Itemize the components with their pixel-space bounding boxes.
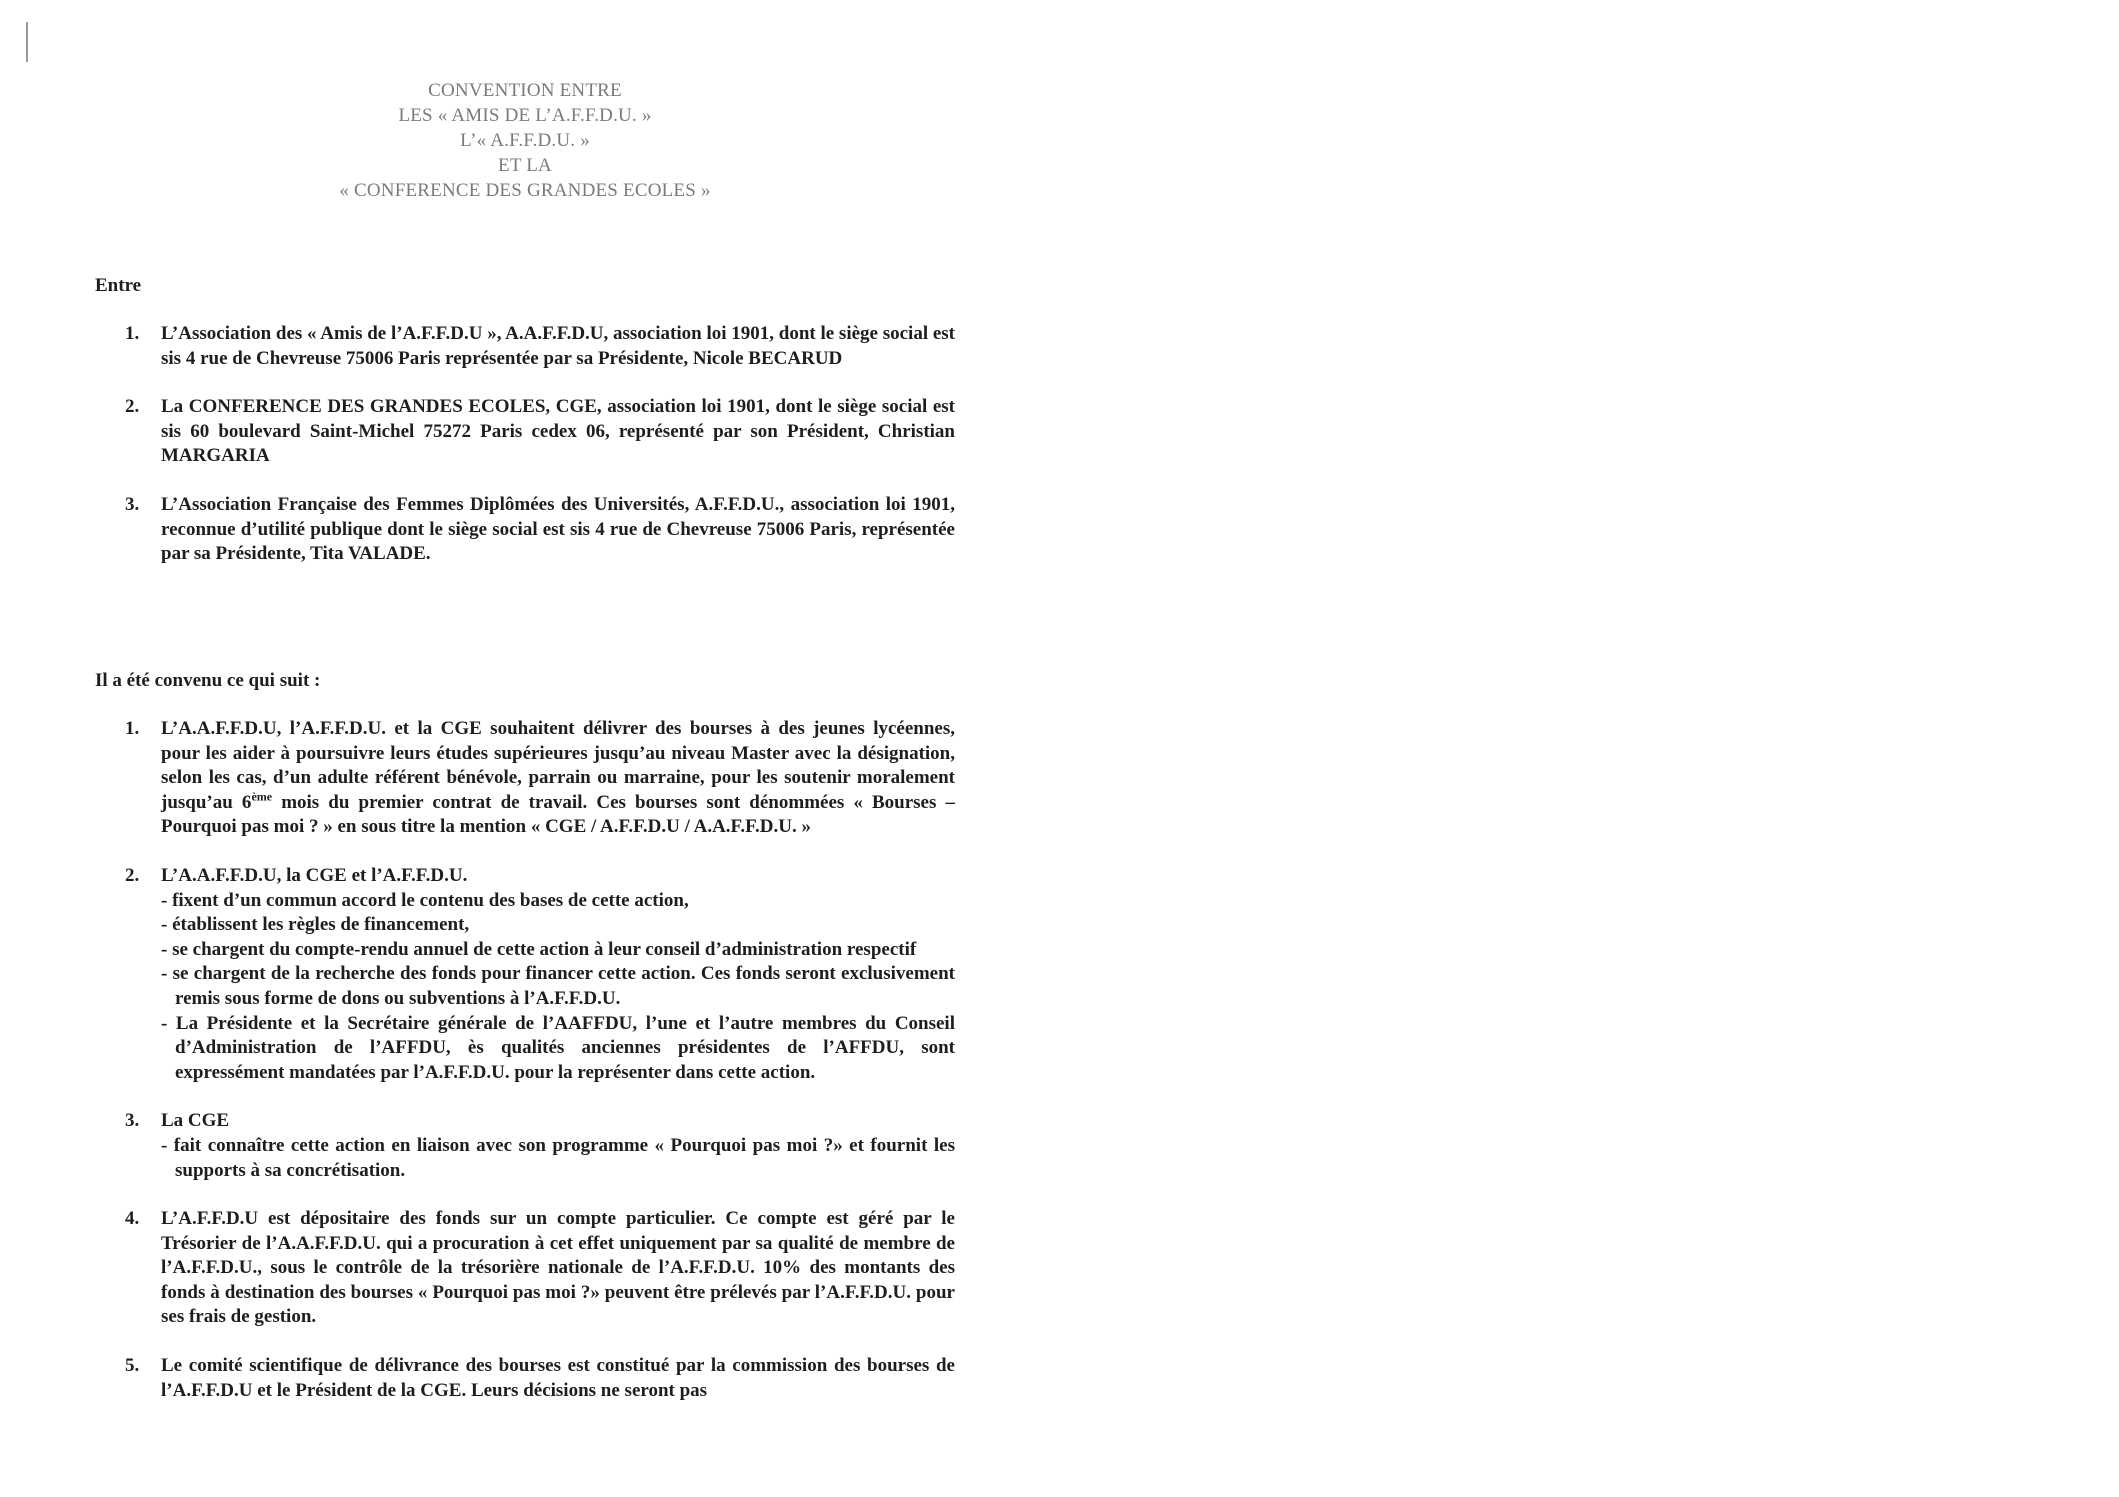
sub-item: - fixent d’un commun accord le contenu des bases de cette action, [161, 889, 689, 911]
list-item [125, 864, 955, 1085]
list-item [125, 1207, 955, 1330]
parties-list [125, 322, 955, 567]
scan-edge-mark [26, 22, 28, 62]
title-line-2: LES « AMIS DE L’A.F.F.D.U. » [398, 105, 652, 126]
item-number: 5. [125, 1355, 140, 1377]
item-number: 1. [125, 718, 140, 739]
list-item [125, 717, 955, 840]
list-item [125, 493, 955, 567]
clause-2-sublist [161, 889, 955, 1086]
clause-2-intro: L’A.A.F.F.D.U, la CGE et l’A.F.F.D.U. [161, 864, 468, 886]
entre-label: Entre [95, 275, 142, 296]
list-item [125, 1354, 955, 1403]
clause-1-text-a: L’A.A.F.F.D.U, l’A.F.F.D.U. et la CGE souhaitent délivrer des bourses à des jeunes lycéennes, pour les aider à poursuivre leurs études supérieures jusqu’au niveau Master avec la désignation, selon les cas, d’un adulte référent bénévole, parrain ou marraine, pour les soutenir moralement jusqu’au 6 [161, 718, 955, 813]
title-line-3: L’« A.F.F.D.U. » [460, 130, 590, 151]
document-page [0, 0, 1045, 1497]
list-item [125, 1109, 955, 1183]
clauses-list [125, 717, 955, 1403]
item-number: 3. [125, 493, 140, 515]
sub-item: - fait connaître cette action en liaison avec son programme « Pourquoi pas moi ?» et fournit les supports à sa concrétisation. [161, 1134, 955, 1181]
party-2-text: La CONFERENCE DES GRANDES ECOLES, CGE, association loi 1901, dont le siège social est sis 60 boulevard Saint-Michel 75272 Paris cedex 06, représenté par son Président, Christian MARGARIA [161, 396, 955, 467]
party-3-text: L’Association Française des Femmes Diplômées des Universités, A.F.F.D.U., association loi 1901, reconnue d’utilité publique dont le siège social est sis 4 rue de Chevreuse 75006 Paris, représentée par sa Présidente, Tita VALADE. [161, 493, 955, 565]
clause-3-intro: La CGE [161, 1110, 230, 1132]
title-line-1: CONVENTION ENTRE [428, 80, 622, 101]
sub-item: - se chargent du compte-rendu annuel de cette action à leur conseil d’administration respectif [161, 938, 917, 960]
item-number: 4. [125, 1208, 140, 1230]
sub-item: - se chargent de la recherche des fonds pour financer cette action. Ces fonds seront exclusivement remis sous forme de dons ou subventions à l’A.F.F.D.U. [161, 963, 955, 1009]
sub-item: - La Présidente et la Secrétaire générale de l’AAFFDU, l’une et l’autre membres du Conseil d’Administration de l’AFFDU, ès qualités anciennes présidentes de l’AFFDU, sont expressément mandatées par l’A.F.F.D.U. pour la représenter dans cette action. [161, 1012, 955, 1083]
item-number: 1. [125, 323, 140, 344]
list-item [125, 395, 955, 469]
convenu-label: Il a été convenu ce qui suit : [95, 670, 321, 691]
item-number: 2. [125, 864, 140, 886]
title-line-5: « CONFERENCE DES GRANDES ECOLES » [339, 180, 711, 201]
superscript: ème [251, 789, 273, 804]
title-line-4: ET LA [498, 155, 552, 176]
document-title [260, 78, 790, 203]
sub-item: - établissent les règles de financement, [161, 914, 470, 936]
list-item [125, 322, 955, 371]
clause-5-text: Le comité scientifique de délivrance des bourses est constitué par la commission des bourses de l’A.F.F.D.U et le Président de la CGE. Leurs décisions ne seront pas [161, 1355, 955, 1401]
clause-3-sublist [161, 1134, 955, 1183]
clause-1-text-b: mois du premier contrat de travail. Ces bourses sont dénommées « Bourses – Pourquoi pas moi ? » en sous titre la mention « CGE / A.F.F.D.U / A.A.F.F.D.U. » [161, 791, 955, 838]
clause-4-text: L’A.F.F.D.U est dépositaire des fonds sur un compte particulier. Ce compte est géré par le Trésorier de l’A.A.F.F.D.U. qui a procuration à cet effet uniquement par sa qualité de membre de l’A.F.F.D.U., sous le contrôle de la trésorière nationale de l’A.F.F.D.U. 10% des montants des fonds à destination des bourses « Pourquoi pas moi ?» peuvent être prélevés par l’A.F.F.D.U. pour ses frais de gestion. [161, 1208, 955, 1328]
item-number: 3. [125, 1110, 140, 1132]
item-number: 2. [125, 396, 140, 418]
party-1-text: L’Association des « Amis de l’A.F.F.D.U », A.A.F.F.D.U, association loi 1901, dont le siège social est sis 4 rue de Chevreuse 75006 Paris représentée par sa Présidente, Nicole BECARUD [161, 323, 956, 369]
